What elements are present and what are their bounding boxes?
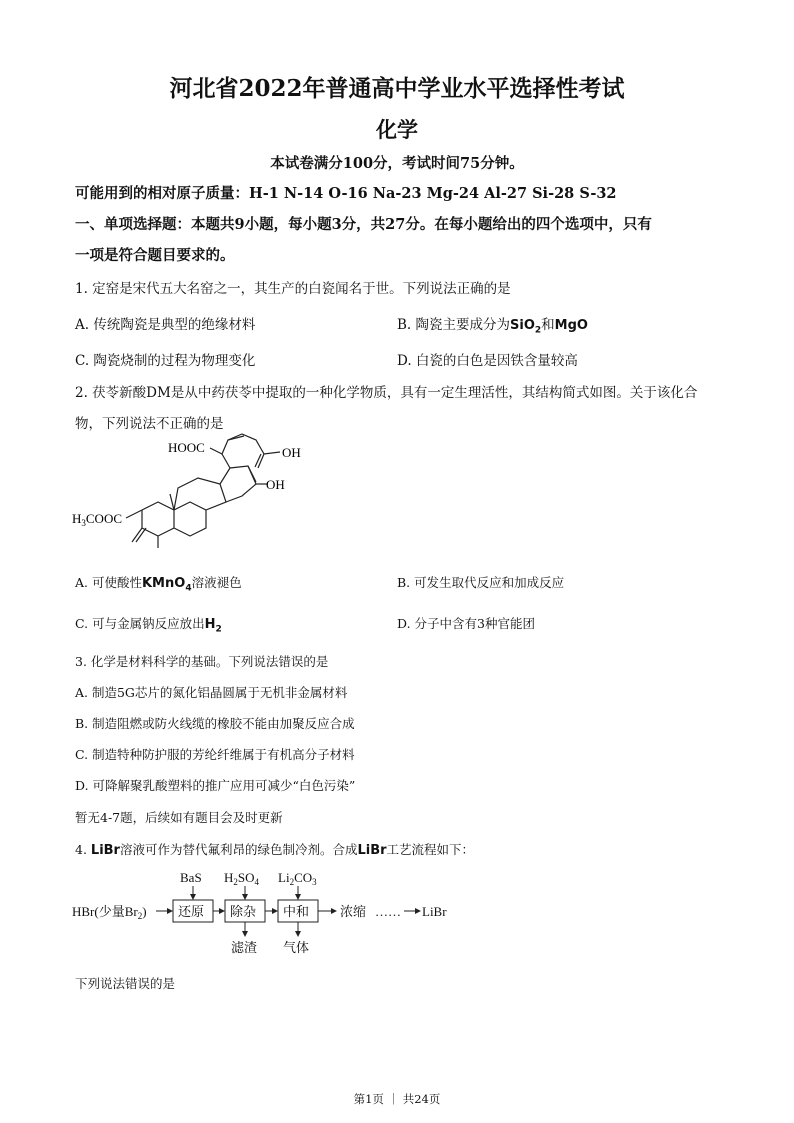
formula-libr: LiBr (90, 843, 120, 858)
page-footer: 第1页 ｜ 共24页 (353, 1092, 441, 1106)
flow-output-residue: 滤渣 (231, 940, 258, 955)
q2-option-d: D. 分子中含有3种官能团 (397, 616, 535, 631)
page-title: 河北省2022年普通高中学业水平选择性考试 (169, 75, 625, 102)
flow-product: LiBr (422, 904, 447, 919)
flow-step-neutralize: 中和 (283, 904, 310, 919)
section-heading-line1: 一、单项选择题：本题共9小题，每小题3分，共27分。在每小题给出的四个选项中，只有 (75, 216, 652, 233)
formula-mgo: MgO (554, 318, 588, 333)
q2-option-b: B. 可发生取代反应和加成反应 (397, 575, 565, 590)
structure-label-ester: $H_3COOC$ (72, 511, 123, 528)
q1-option-d: D. 白瓷的白色是因铁含量较高 (397, 353, 578, 369)
flow-dots: …… (375, 904, 401, 919)
formula-sio2: SiO$_2$ (510, 318, 542, 336)
q1-option-a: A. 传统陶瓷是典型的绝缘材料 (75, 317, 256, 333)
q2-option-c: C. 可与金属钠反应放出$H_2$ (75, 616, 222, 635)
section-heading-line2: 一项是符合题目要求的。 (75, 247, 235, 264)
formula-h2: $H_2$ (204, 617, 222, 635)
formula-libr: LiBr (357, 843, 387, 858)
q3-option-d: D. 可降解聚乳酸塑料的推广应用可减少“白色污染” (75, 778, 356, 793)
subject-title: 化学 (376, 117, 418, 142)
q3-stem: 3. 化学是材料科学的基础。下列说法错误的是 (75, 654, 329, 669)
q1-option-c: C. 陶瓷烧制的过程为物理变化 (75, 353, 256, 369)
chemical-structure-diagram (70, 432, 320, 562)
q4-followup: 下列说法错误的是 (75, 976, 176, 991)
flow-reagent-li2co3: $Li_2CO_3$ (278, 870, 317, 887)
structure-label-oh-top: OH (282, 445, 301, 460)
q1-option-b: B. 陶瓷主要成分为SiO$_2$和MgO (397, 317, 588, 336)
q2-stem-line1: 2. 茯苓新酸DM是从中药茯苓中提取的一种化学物质，具有一定生理活性，其结构简式如图。关于该化合 (75, 385, 698, 401)
process-flow-diagram (70, 866, 490, 961)
q3-option-c: C. 制造特种防护服的芳纶纤维属于有机高分子材料 (75, 747, 355, 762)
formula-kmno4: KMnO$_4$ (141, 576, 192, 594)
flow-start: HBr(少量$Br_2$) (72, 904, 147, 921)
flow-step-concentrate: 浓缩 (340, 904, 367, 919)
flow-step-purify: 除杂 (230, 904, 257, 919)
atomic-masses: 可能用到的相对原子质量：H-1 N-14 O-16 Na-23 Mg-24 Al-27 Si-28 S-32 (75, 185, 617, 202)
q2-option-a: A. 可使酸性KMnO$_4$溶液褪色 (75, 575, 242, 594)
q2-stem-line2: 物，下列说法不正确的是 (75, 416, 224, 432)
flow-step-reduce: 还原 (178, 904, 205, 919)
flow-reagent-h2so4: $H_2SO_4$ (224, 870, 260, 887)
missing-questions-note: 暂无4-7题，后续如有题目会及时更新 (75, 810, 283, 825)
structure-label-cooh: HOOC (168, 440, 205, 455)
q3-option-a: A. 制造5G芯片的氮化铝晶圆属于无机非金属材料 (75, 685, 348, 700)
q1-stem: 1. 定窑是宋代五大名窑之一，其生产的白瓷闻名于世。下列说法正确的是 (75, 281, 511, 297)
structure-label-oh-ring: OH (266, 477, 285, 492)
exam-info: 本试卷满分100分，考试时间75分钟。 (270, 155, 524, 172)
flow-output-gas: 气体 (283, 940, 310, 955)
flow-reagent-bas: BaS (180, 870, 202, 885)
q4-stem: 4. LiBr溶液可作为替代氟利昂的绿色制冷剂。合成LiBr工艺流程如下： (75, 842, 475, 858)
q3-option-b: B. 制造阻燃或防火线缆的橡胶不能由加聚反应合成 (75, 716, 355, 731)
